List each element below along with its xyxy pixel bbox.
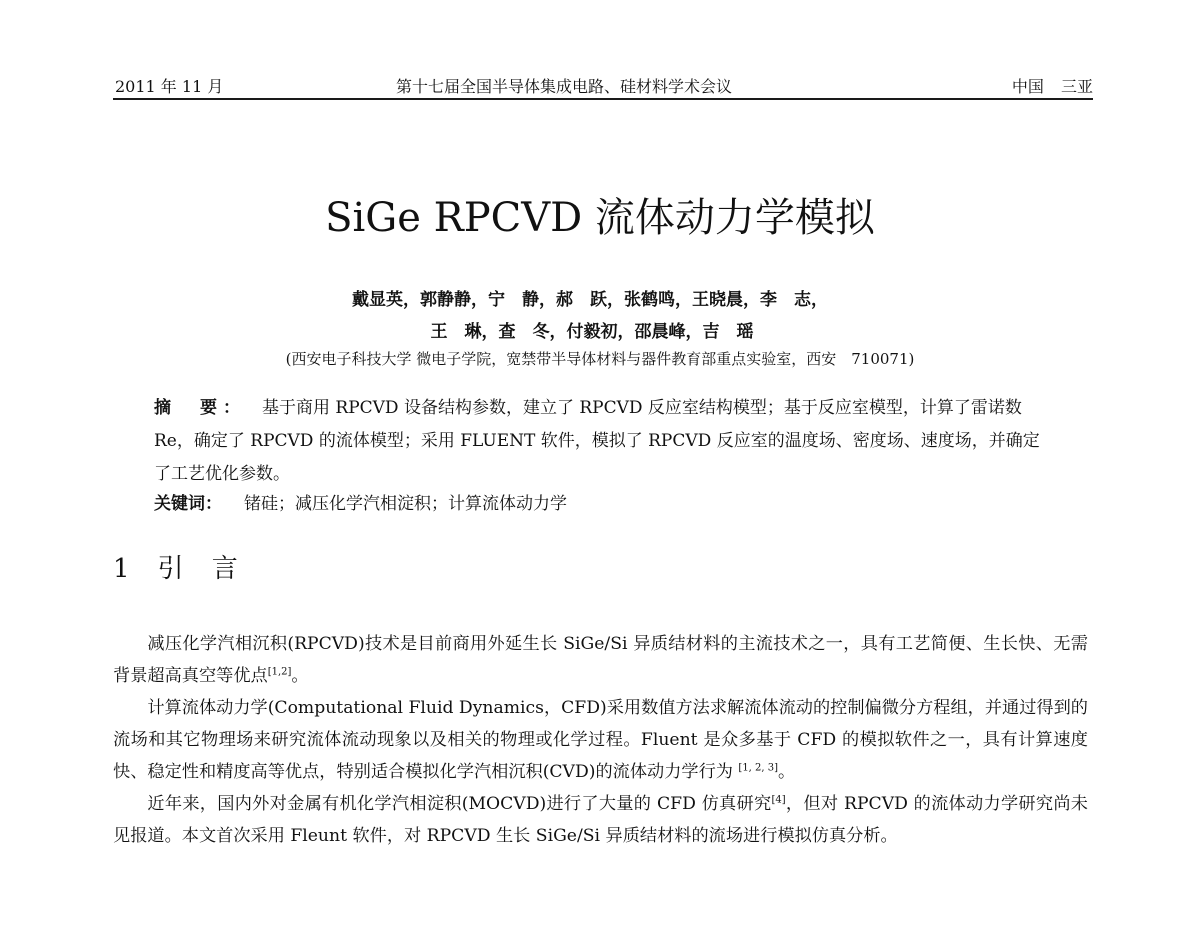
body-text [113, 628, 1088, 852]
keywords-text: 锗硅；减压化学汽相淀积；计算流体动力学 [244, 494, 567, 514]
paper-title: SiGe RPCVD 流体动力学模拟 [325, 195, 875, 241]
paragraph-1-text: 减压化学汽相沉积(RPCVD)技术是目前商用外延生长 SiGe/Si 异质结材料的主流技术之一，具有工艺简便、生长快、无需背景超高真空等优点 [113, 634, 1088, 686]
abstract [154, 392, 1050, 491]
abstract-text: 基于商用 RPCVD 设备结构参数，建立了 RPCVD 反应室结构模型；基于反应室模型，计算了雷诺数 Re，确定了 RPCVD 的流体模型；采用 FLUENT 软件，模拟了 RPCVD 反应室的温度场、密度场、速度场，并确定了工艺优化参数。 [154, 398, 1040, 484]
paragraph-1-end: 。 [291, 666, 309, 686]
section-number: 1 [113, 554, 140, 584]
section-title: 引 言 [157, 554, 248, 584]
abstract-label: 摘 要： [154, 398, 246, 418]
running-header [113, 72, 1093, 100]
header-location: 中国 三亚 [1011, 77, 1093, 96]
paragraph-2-text: 计算流体动力学(Computational Fluid Dynamics，CFD)采用数值方法求解流体流动的控制偏微分方程组，并通过得到的流场和其它物理场来研究流体流动现象以及相关的物理或化学过程。Fluent 是众多基于 CFD 的模拟软件之一，具有计算速度快、稳定性和精度高等优点，特别适合模拟化学汽相沉积(CVD)的流体动力学行为 [113, 698, 1088, 782]
affiliation: (西安电子科技大学 微电子学院，宽禁带半导体材料与器件教育部重点实验室，西安 710071) [285, 350, 915, 368]
paragraph-3 [113, 788, 1088, 852]
header-date: 2011 年 11 月 [115, 77, 224, 96]
paragraph-1 [113, 628, 1088, 692]
citation-ref: [1,2] [267, 666, 292, 678]
citation-ref: [4] [771, 794, 786, 806]
paragraph-2-end: 。 [778, 762, 796, 782]
paragraph-2 [113, 692, 1088, 788]
section-heading-introduction [113, 548, 248, 585]
citation-ref: [1, 2, 3] [738, 762, 779, 774]
authors-line-2: 王 琳，查 冬，付毅初，邵晨峰，吉 瑶 [430, 322, 754, 342]
paragraph-3-text-a: 近年来，国内外对金属有机化学汽相淀积(MOCVD)进行了大量的 CFD 仿真研究 [147, 794, 772, 814]
keywords [154, 488, 1050, 521]
header-conference: 第十七届全国半导体集成电路、硅材料学术会议 [396, 77, 733, 96]
authors-line-1: 戴显英，郭静静，宁 静，郝 跃，张鹤鸣，王晓晨，李 志， [352, 290, 828, 310]
paragraph-3-text-b: ，但对 RPCVD 的流体动力学研究尚未见报道。本文首次采用 Fleunt 软件，对 RPCVD 生长 SiGe/Si 异质结材料的流场进行模拟仿真分析。 [113, 794, 1088, 846]
keywords-label: 关键词： [154, 494, 222, 514]
